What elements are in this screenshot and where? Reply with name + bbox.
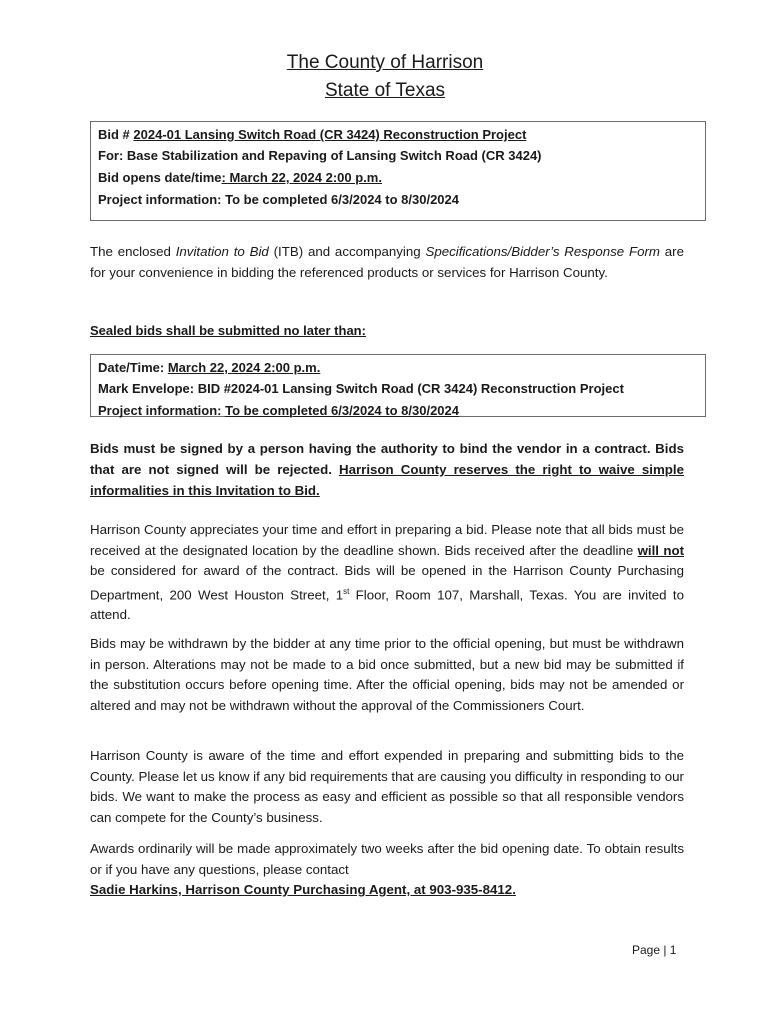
sealed-bids-heading: Sealed bids shall be submitted no later than: — [90, 323, 366, 338]
page-number: Page | 1 — [632, 943, 677, 957]
sealed-date-line — [98, 357, 698, 378]
first-superscript: st — [343, 586, 350, 596]
waive-informalities-text: Harrison County reserves the right to waive simple informalities in this Invitation to Bid. — [90, 462, 685, 498]
sealed-date-value: March 22, 2024 2:00 p.m. — [167, 360, 321, 375]
appreciates-text-1: Harrison County appreciates your time and effort in preparing a bid. Please note that all bids must be received at the designated location by the deadline shown. Bids received after the deadline — [90, 522, 684, 558]
bid-opens-line — [98, 167, 698, 189]
mark-envelope-line: Mark Envelope: BID #2024-01 Lansing Switch Road (CR 3424) Reconstruction Project — [98, 381, 624, 396]
appreciates-text-3: Floor, Room 107, Marshall, Texas. You are invited to attend. — [90, 586, 684, 623]
signed-text: Bids must be signed by a person having the authority to bind the vendor in a contract. Bids that are not signed will be rejected. — [90, 441, 684, 477]
bid-project-line: Project information: To be completed 6/3/2024 to 8/30/2024 — [98, 192, 459, 207]
intro-text-3: are for your convenience in bidding the referenced products or services for Harrison County. — [90, 244, 684, 280]
spec-italic: Specifications/Bidder’s Response Form — [425, 244, 660, 259]
county-title: The County of Harrison — [286, 52, 484, 73]
sealed-project-label: Project information: — [98, 403, 226, 418]
will-not-emphasis: will not — [637, 542, 684, 558]
intro-text-2: (ITB) and accompanying — [268, 244, 426, 259]
itb-italic: Invitation to Bid — [175, 244, 269, 259]
awards-text: Awards ordinarily will be made approximately two weeks after the bid opening date. To obtain results or if you have any questions, please contact — [90, 841, 684, 877]
sealed-date-label: Date/Time: — [98, 360, 168, 375]
sealed-project-line — [98, 400, 698, 422]
withdrawn-paragraph: Bids may be withdrawn by the bidder at any time prior to the official opening, but must be withdrawn in person. Alterations may not be made to a bid once submitted, but a new bid may be submitted if the substitution occurs before opening time. After the official opening, bids may not be amended or altered and may not be withdrawn without the approval of the Commissioners Court. — [90, 636, 684, 713]
bid-opens-value: : March 22, 2024 2:00 p.m. — [221, 170, 382, 185]
awards-paragraph — [90, 839, 684, 901]
document-header — [0, 49, 770, 105]
sealed-project-value: To be completed 6/3/2024 to 8/30/2024 — [225, 403, 459, 418]
appreciates-paragraph — [90, 520, 684, 626]
bid-for-line: For: Base Stabilization and Repaving of Lansing Switch Road (CR 3424) — [98, 148, 542, 163]
bid-number-label: Bid # — [98, 127, 134, 142]
bid-info-box — [90, 121, 706, 221]
signed-bids-paragraph — [90, 438, 684, 501]
intro-paragraph — [90, 242, 684, 283]
bid-number-line — [98, 124, 698, 145]
aware-paragraph: Harrison County is aware of the time and effort expended in preparing and submitting bids to the County. Please let us know if any bid requirements that are causing you difficulty in responding to our bids. We want to make the process as easy and efficient as possible so that all responsible vendors can compete for the County’s business. — [90, 748, 684, 825]
sealed-bids-box — [90, 354, 706, 417]
appreciates-text-2: be considered for award of the contract. Bids will be opened in the Harrison County Purchasing Department, 200 West Houston Street, 1 — [90, 563, 684, 602]
bid-opens-label: Bid opens date/time — [98, 170, 222, 185]
bid-number-value: 2024-01 Lansing Switch Road (CR 3424) Reconstruction Project — [133, 127, 527, 142]
intro-text-1: The enclosed — [90, 244, 176, 259]
purchasing-agent-contact: Sadie Harkins, Harrison County Purchasing Agent, at 903-935-8412. — [90, 882, 516, 897]
state-subtitle: State of Texas — [324, 80, 446, 101]
